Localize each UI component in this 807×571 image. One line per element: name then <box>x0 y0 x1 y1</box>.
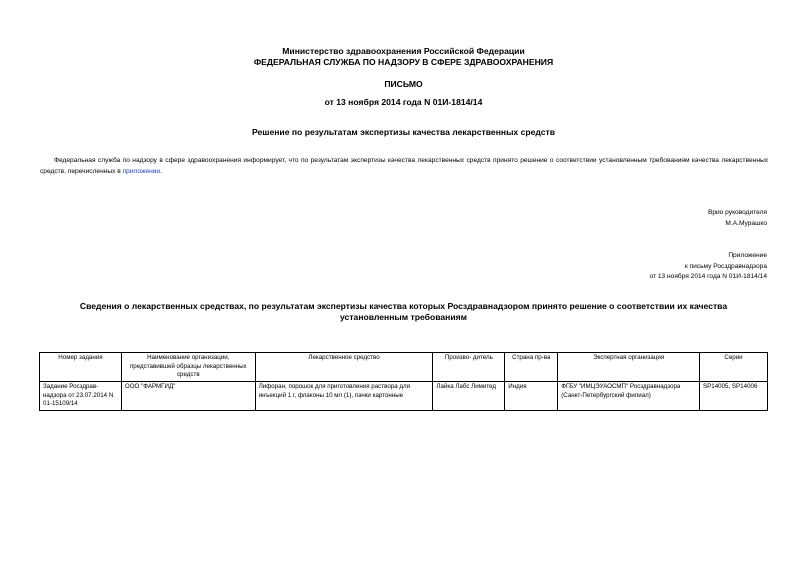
signature-name: М.А.Мурашко <box>725 219 767 227</box>
document-date: от 13 ноября 2014 года N 01И-1814/14 <box>324 97 483 107</box>
cell-series: SP14005, SP14006 <box>700 382 768 411</box>
appendix-date: от 13 ноября 2014 года N 01И-1814/14 <box>649 273 767 280</box>
body-text-end: . <box>160 167 162 175</box>
appendix-link[interactable]: приложении <box>122 167 161 175</box>
section-title: Сведения о лекарственных средствах, по результатам экспертизы качества которых Росздравнадзором принято решение о соответствии их качества установленным требованиям <box>79 301 728 322</box>
cell-drug: Лифоран, порошок для приготовления раствора для инъекций 1 г, флаконы 10 мл (1), пачки картонные <box>255 382 433 411</box>
cell-manufacturer: Лайка Лабс Лимитед <box>433 382 505 411</box>
drug-table <box>39 352 768 411</box>
column-header-task: Номер задания <box>40 353 122 382</box>
column-header-drug: Лекарственное средство <box>255 353 433 382</box>
column-header-series: Серии <box>700 353 768 382</box>
cell-expert-org: ФГБУ "ИМЦЭУАОСМП" Росздравнадзора (Санкт-Петербургский филиал) <box>558 382 700 411</box>
column-header-manufacturer: Произво- дитель <box>433 353 505 382</box>
body-text-start: Федеральная служба по надзору в сфере здравоохранения информирует, что по результатам экспертизы качества лекарственных средств принято решение о соответствии установленным требованиям качества лекарственных средств, перечисленных в <box>40 157 768 175</box>
ministry-name: Министерство здравоохранения Российской Федерации <box>282 46 525 56</box>
signature-position: Врио руководителя <box>707 209 767 216</box>
cell-country: Индия <box>505 382 558 411</box>
column-header-organization: Наименование организации, представившей образцы лекарственных средств <box>121 353 255 382</box>
appendix-header <box>649 251 767 283</box>
document-type: ПИСЬМО <box>384 79 423 89</box>
column-header-expert-org: Экспертная организация <box>558 353 700 382</box>
column-header-country: Страна пр-ва <box>505 353 558 382</box>
signature-block <box>708 208 767 229</box>
appendix-label: Приложение <box>728 252 767 259</box>
body-paragraph <box>40 156 768 177</box>
cell-task: Задание Росздрав- надзора от 23.07.2014 N 01-15109/14 <box>40 382 122 411</box>
table-header-row <box>40 353 768 382</box>
table-row <box>40 382 768 411</box>
document-subject: Решение по результатам экспертизы качества лекарственных средств <box>251 127 556 137</box>
service-name: ФЕДЕРАЛЬНАЯ СЛУЖБА ПО НАДЗОРУ В СФЕРЕ ЗДРАВООХРАНЕНИЯ <box>253 57 554 67</box>
appendix-letter-ref: к письму Росздравнадзора <box>684 262 767 270</box>
cell-organization: ООО "ФАРМГИД" <box>121 382 255 411</box>
